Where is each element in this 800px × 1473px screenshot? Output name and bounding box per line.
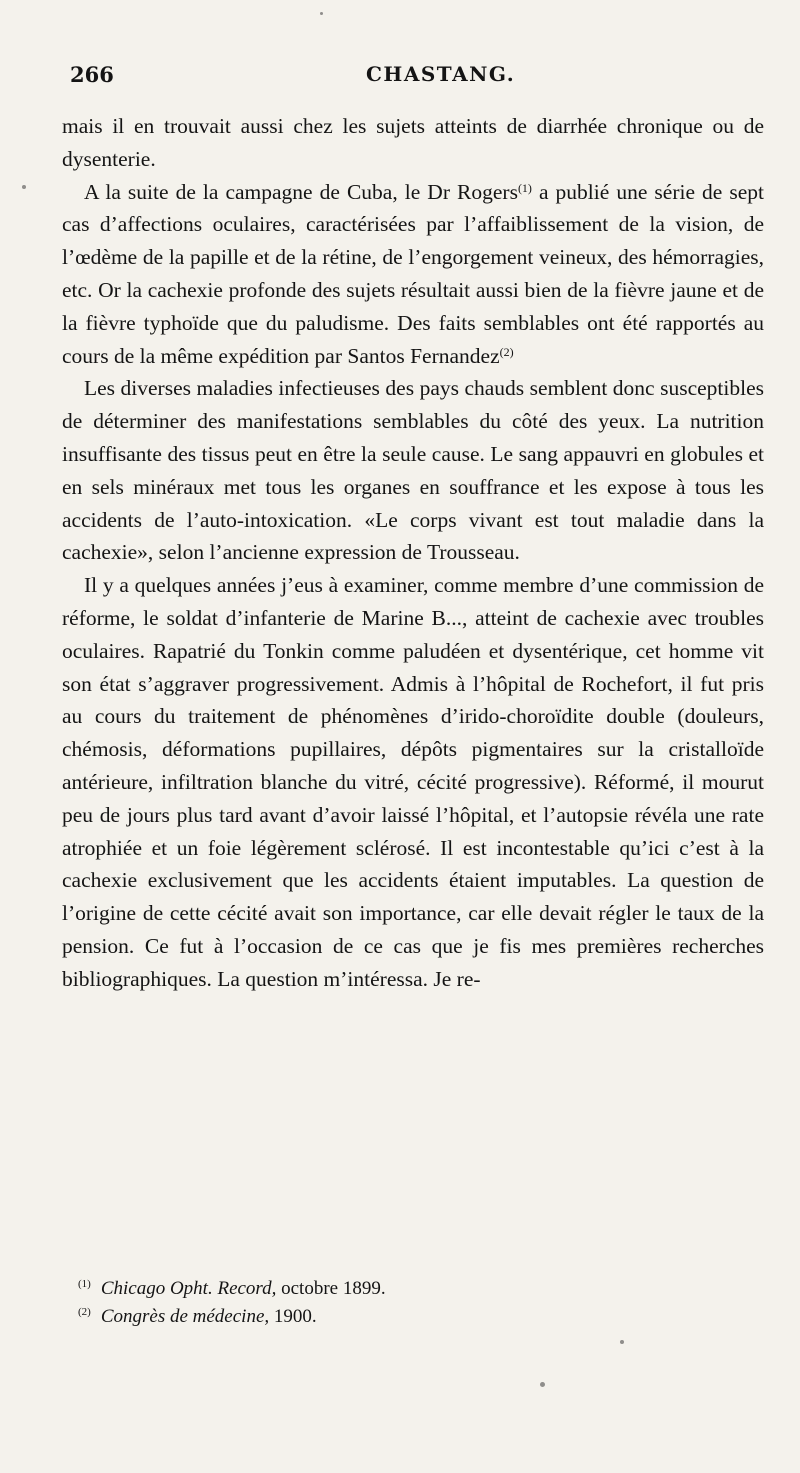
paragraph-1: mais il en trouvait aussi chez les sujets atteints de diarrhée chronique ou de dysenterie. bbox=[62, 114, 764, 171]
ink-speck bbox=[22, 185, 26, 189]
paragraph-2 bbox=[62, 176, 764, 373]
paragraph-4: Il y a quelques années j’eus à examiner, comme membre d’une commission de réforme, le soldat d’infanterie de Marine B..., atteint de cachexie avec troubles oculaires. Rapatrié du Tonkin comme paludéen et dysentérique, cet homme vit son état s’aggraver progressivement. Admis à l’hôpital de Rochefort, il fut pris au cours du traitement de phénomènes d’irido-choroïdite double (douleurs, chémosis, déformations pupillaires, dépôts pigmentaires sur la cristalloïde antérieure, infiltration blanche du vitré, cécité progressive). Réformé, il mourut peu de jours plus tard avant d’avoir laissé l’hôpital, et l’autopsie révéla une rate atrophiée et un foie légèrement sclérosé. Il est incontestable qu’ici c’est à la cachexie exclusivement que les accidents étaient imputables. La question de l’origine de cette cécité avait son importance, car elle devait régler le taux de la pension. Ce fut à l’occasion de ce cas que je fis mes premières recherches bibliographiques. La question m’intéressa. Je re- bbox=[62, 573, 764, 991]
footnotes bbox=[78, 1275, 718, 1331]
body-text bbox=[62, 110, 764, 996]
footnote-1-mark: (1) bbox=[78, 1278, 91, 1290]
footnote-1 bbox=[78, 1275, 718, 1303]
footnote-2-detail: 1900. bbox=[269, 1306, 317, 1327]
footnote-ref-1: (1) bbox=[517, 180, 532, 195]
footnote-2 bbox=[78, 1303, 718, 1331]
running-head: CHASTANG. bbox=[366, 62, 516, 86]
footnote-2-mark: (2) bbox=[78, 1306, 91, 1318]
ink-speck bbox=[620, 1340, 624, 1344]
footnote-ref-2: (2) bbox=[499, 344, 514, 359]
footnote-2-source: Congrès de médecine, bbox=[100, 1306, 270, 1327]
ink-speck bbox=[320, 12, 323, 15]
paragraph-2-text-a: A la suite de la campagne de Cuba, le Dr Rogers bbox=[84, 179, 518, 204]
footnote-1-detail: octobre 1899. bbox=[276, 1278, 386, 1299]
page-header bbox=[70, 62, 760, 96]
page-number: 266 bbox=[70, 62, 114, 87]
ink-speck bbox=[540, 1382, 545, 1387]
paragraph-3: Les diverses maladies infectieuses des pays chauds semblent donc susceptibles de déterminer des manifestations semblables du côté des yeux. La nutrition insuffisante des tissus peut en être la seule cause. Le sang appauvri en globules et en sels minéraux met tous les organes en souffrance et les expose à tous les accidents de l’auto-intoxication. «Le corps vivant est tout maladie dans la cachexie», selon l’ancienne expression de Trousseau. bbox=[62, 376, 764, 565]
footnote-1-source: Chicago Opht. Record, bbox=[100, 1278, 277, 1299]
paragraph-2-text-b: a publié une série de sept cas d’affections oculaires, caractérisées par l’affaiblissement de la vision, de l’œdème de la papille et de la rétine, de l’engorgement veineux, des hémorragies, etc. Or la cachexie profonde des sujets résultait aussi bien de la fièvre jaune et de la fièvre typhoïde que du paludisme. Des faits semblables ont été rapportés au cours de la même expédition par Santos Fernandez bbox=[62, 179, 764, 368]
